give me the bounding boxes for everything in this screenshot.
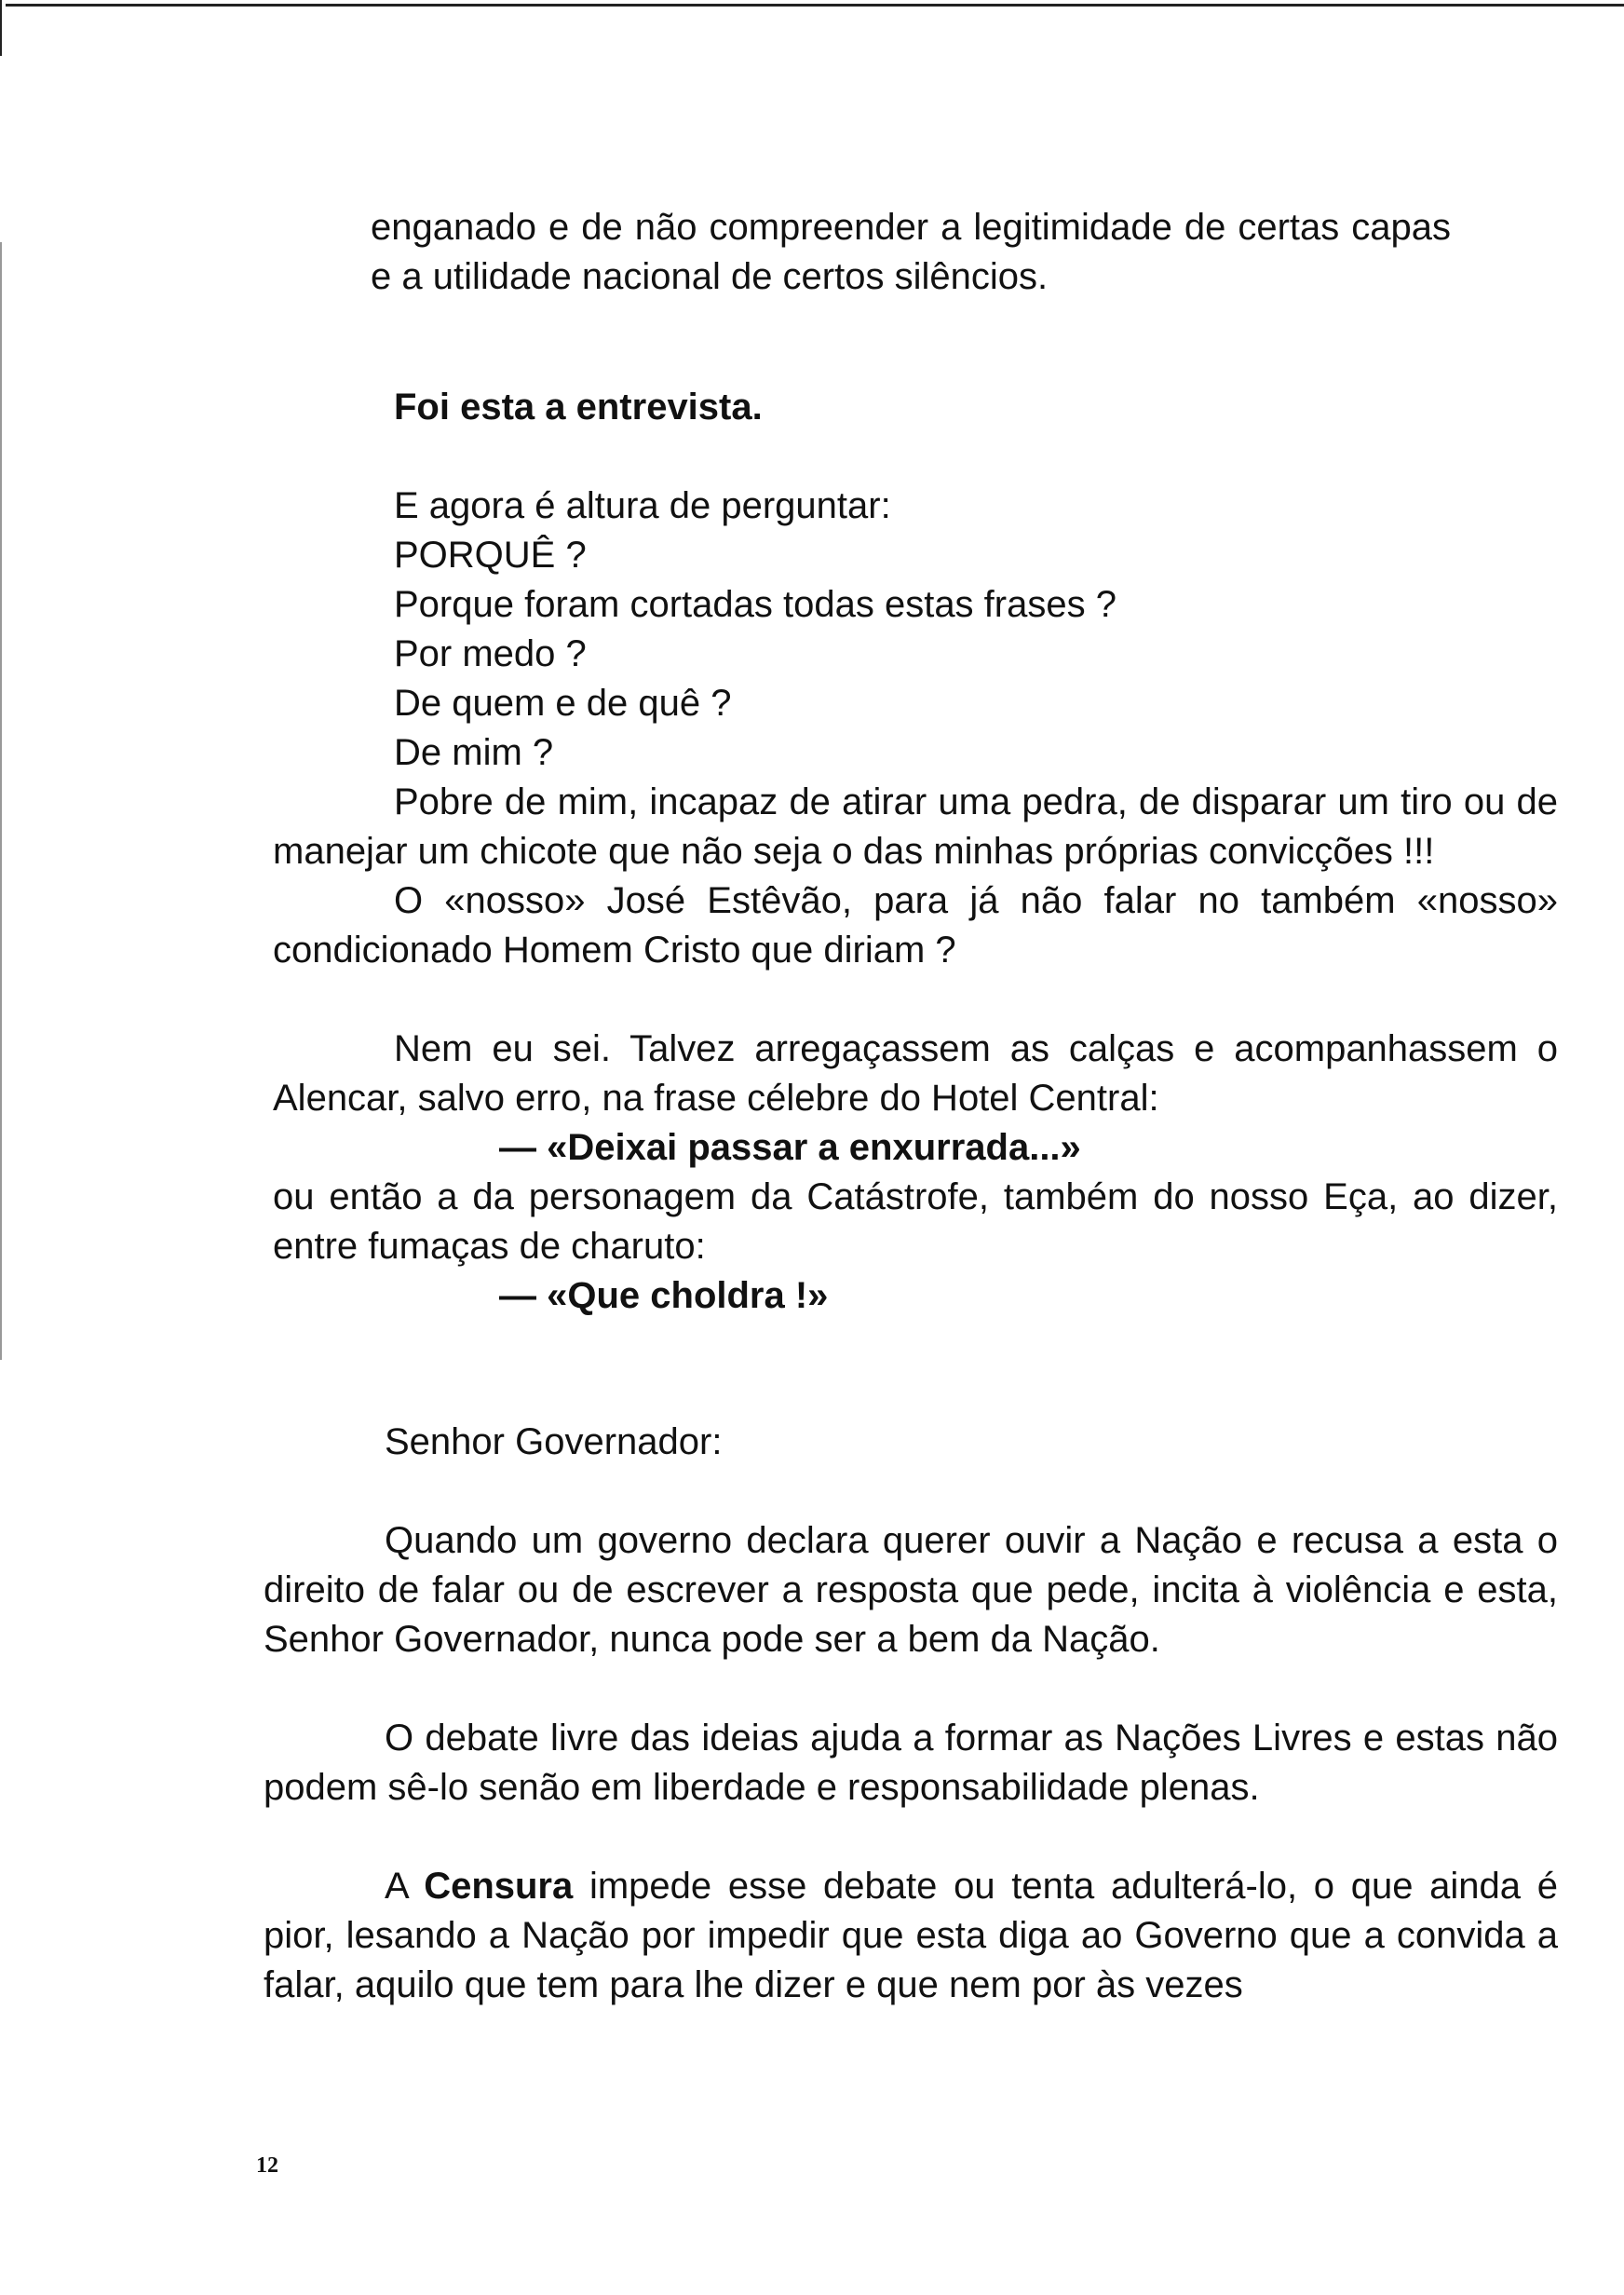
page-number: 12 [256,2153,278,2178]
paragraph-debate: O debate livre das ideias ajuda a formar as Nações Livres e estas não podem sê-lo senão em liberdade e responsabilidade plenas. [264,1718,1558,1808]
question-line: PORQUÊ ? [394,535,587,576]
questions-block [264,482,1558,778]
paragraph-censura [264,1862,1558,2010]
question-line: E agora é altura de perguntar: [394,485,891,526]
quote-enxurrada: — «Deixai passar a enxurrada...» [499,1127,1081,1168]
section-heading: Foi esta a entrevista. [394,387,763,428]
salutation: Senhor Governador: [385,1421,723,1462]
paragraph-nem-eu-sei: Nem eu sei. Talvez arregaçassem as calças e acompanhassem o Alencar, salvo erro, na frase célebre do Hotel Central: [273,1028,1558,1119]
paragraph-nosso: O «nosso» José Estêvão, para já não falar no também «nosso» condicionado Homem Cristo que diriam ? [273,880,1558,971]
paragraph-governo: Quando um governo declara querer ouvir a Nação e recusa a esta o direito de falar ou de escrever a resposta que pede, incita à violência e esta, Senhor Governador, nunca pode ser a bem da Nação. [264,1520,1558,1660]
scan-corner-mark [0,0,15,56]
paragraph-pobre: Pobre de mim, incapaz de atirar uma pedra, de disparar um tiro ou de manejar um chicote que não seja o das minhas próprias convicções !!! [273,781,1558,872]
censura-lead: A [385,1866,425,1907]
question-line: De mim ? [394,732,554,773]
question-line: Porque foram cortadas todas estas frases ? [394,584,1116,625]
page-body [264,203,1558,2010]
scan-top-rule [6,4,1624,7]
censura-rest: impede esse debate ou tenta adulterá-lo, o que ainda é pior, lesando a Nação por impedir que esta diga ao Governo que a convida a falar, aquilo que tem para lhe dizer e que nem por às vezes [264,1866,1558,2005]
quote-choldra: — «Que choldra !» [499,1275,829,1316]
scan-left-edge [0,242,2,1360]
question-line: De quem e de quê ? [394,683,732,724]
censura-word: Censura [424,1866,574,1907]
question-line: Por medo ? [394,633,587,674]
paragraph-catastrofe: ou então a da personagem da Catástrofe, também do nosso Eça, ao dizer, entre fumaças de charuto: [273,1176,1558,1267]
opening-paragraph: enganado e de não compreender a legitimidade de certas capas e a utilidade nacional de certos silêncios. [371,207,1451,297]
